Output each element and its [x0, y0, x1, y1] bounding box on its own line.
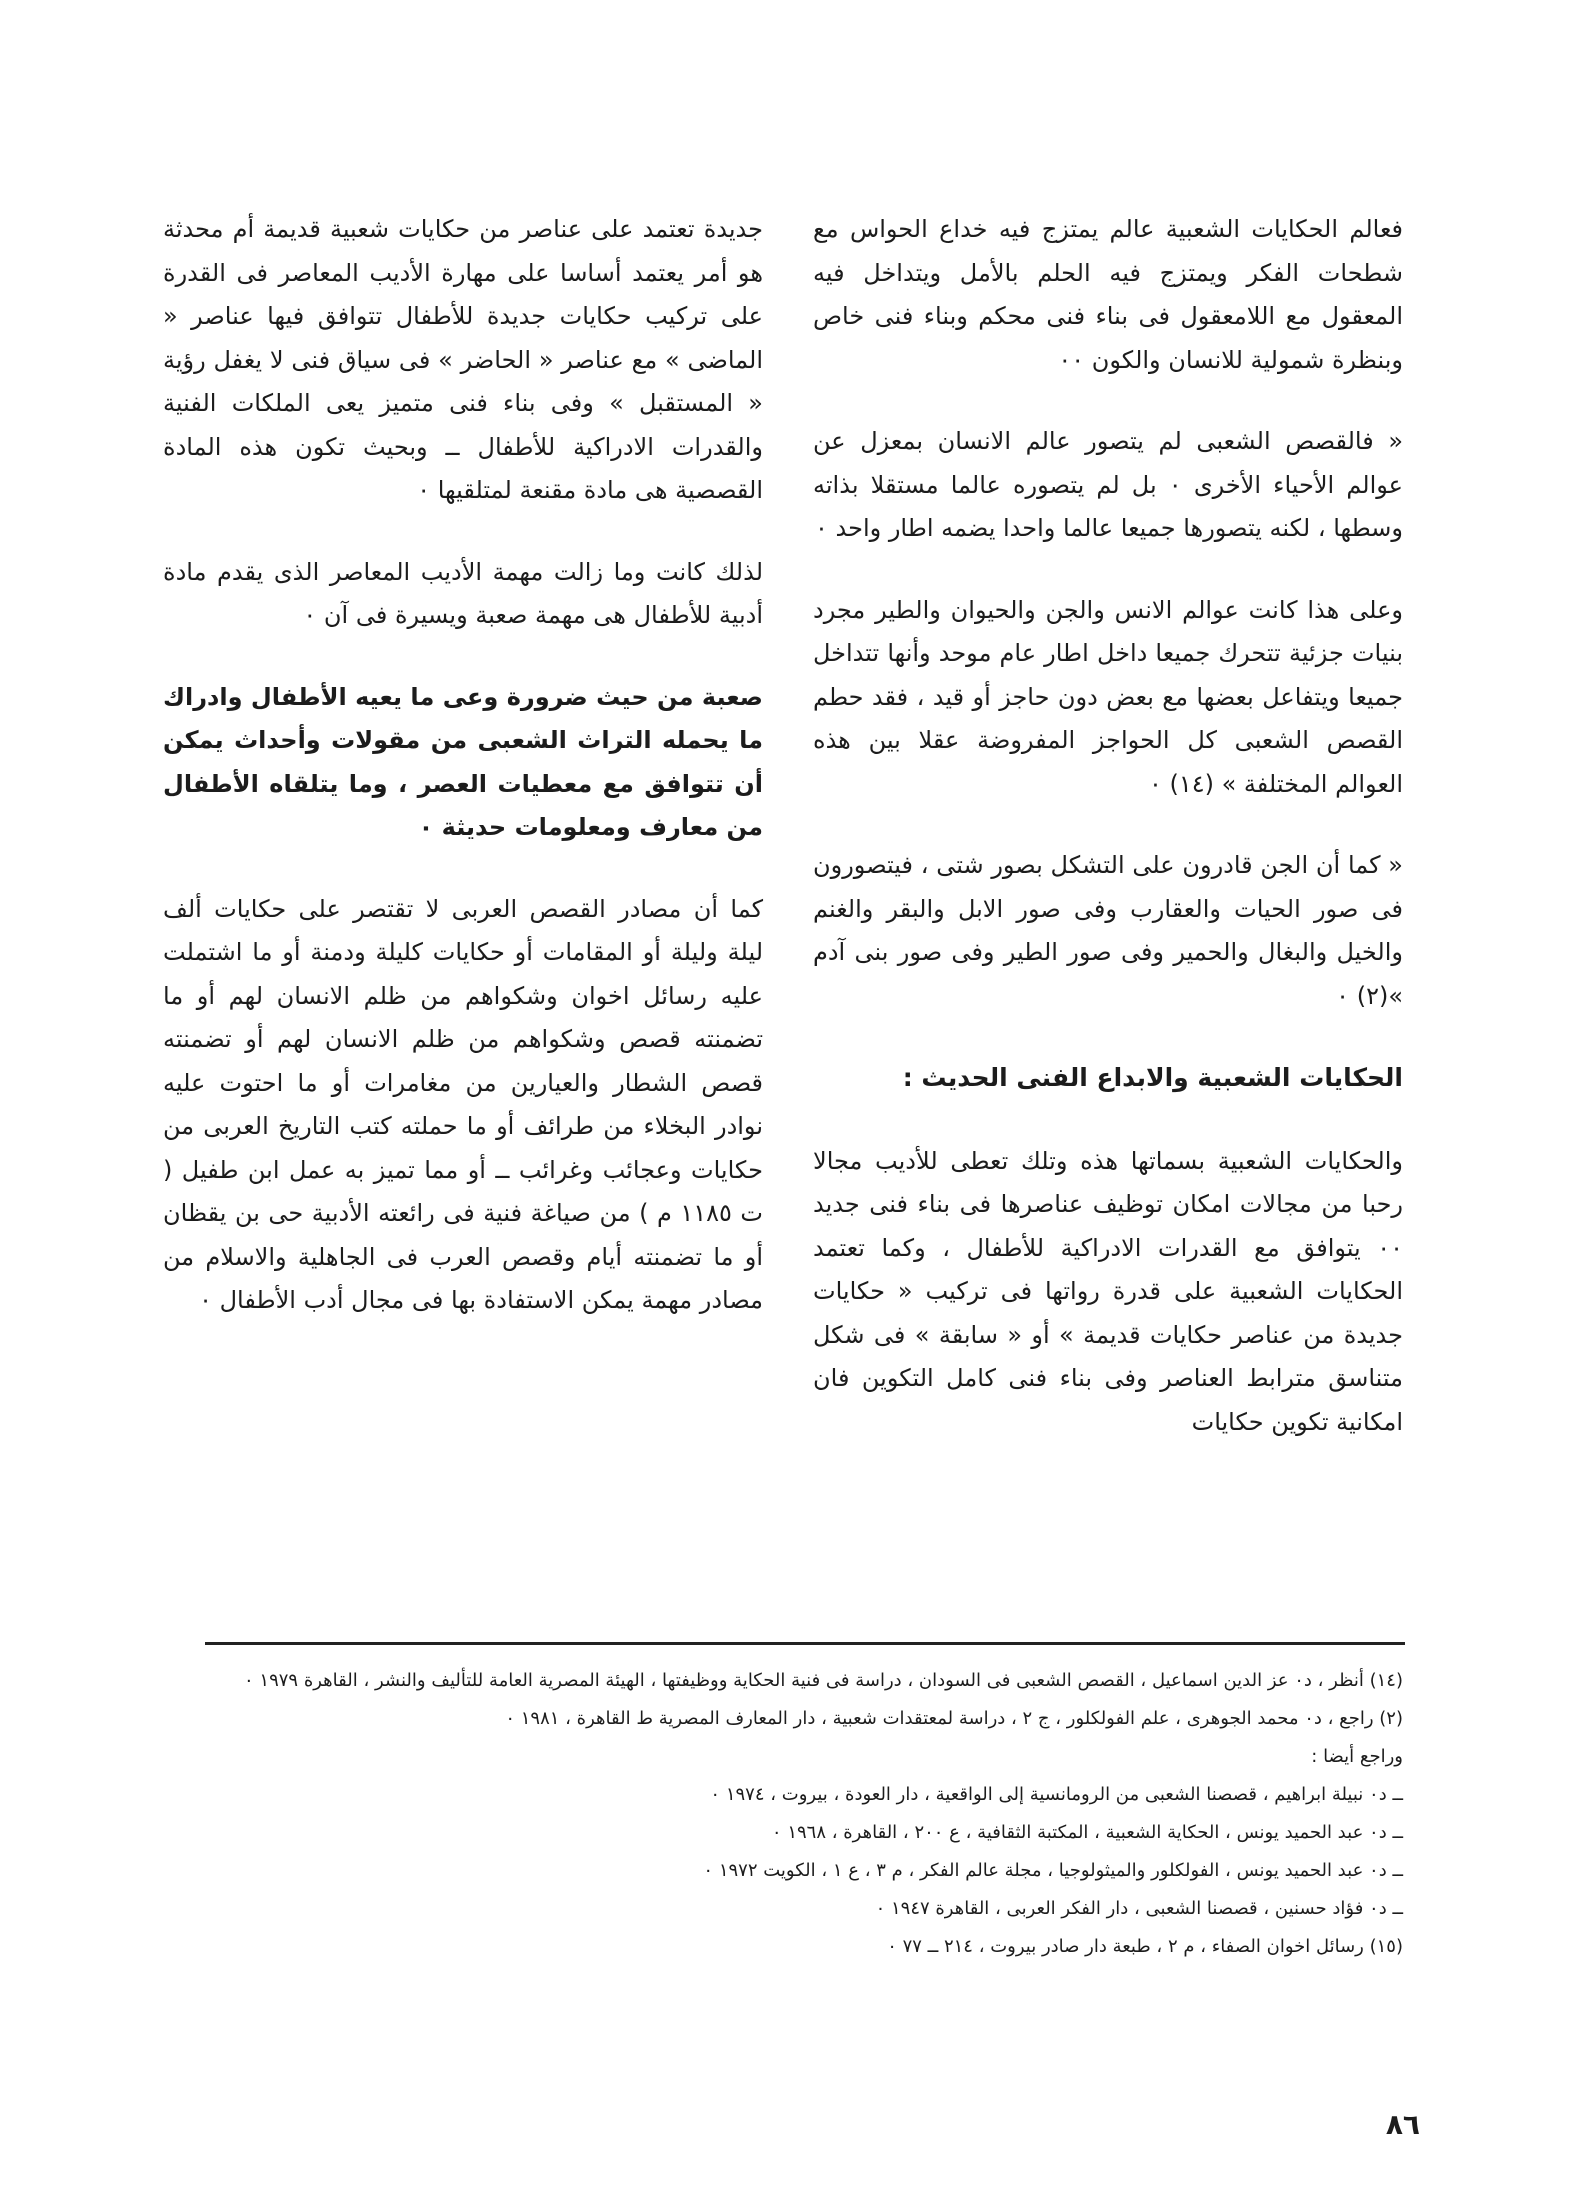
footnote-divider	[205, 1642, 1405, 1645]
footnote: ــ د٠ نبيلة ابراهيم ، قصصنا الشعبى من الرومانسية إلى الواقعية ، دار العودة ، بيروت ، ١٩٧٤ ٠	[710, 1784, 1403, 1805]
right-text-column	[813, 208, 1403, 1482]
paragraph: « كما أن الجن قادرون على التشكل بصور شتى ، فيتصورون فى صور الحيات والعقارب وفى صور الابل والبقر والغنم والخيل والبغال والحمير وفى صور الطير وفى صور بنى آدم »(٢) ٠	[813, 851, 1403, 1010]
footnote: ــ د٠ فؤاد حسنين ، قصصنا الشعبى ، دار الفكر العربى ، القاهرة ١٩٤٧ ٠	[875, 1898, 1403, 1919]
footnote: (١٥) رسائل اخوان الصفاء ، م ٢ ، طبعة دار صادر بيروت ، ٢١٤ ــ ٧٧ ٠	[887, 1936, 1403, 1957]
bold-paragraph: صعبة من حيث ضرورة وعى ما يعيه الأطفال وادراك ما يحمله التراث الشعبى من مقولات وأحداث يمكن أن تتوافق مع معطيات العصر ، وما يتلقاه الأطفال من معارف ومعلومات حديثة ٠	[163, 682, 763, 841]
page-number: ٨٦	[1385, 2108, 1420, 2141]
paragraph: جديدة تعتمد على عناصر من حكايات شعبية قديمة أم محدثة هو أمر يعتمد أساسا على مهارة الأديب المعاصر فى القدرة على تركيب حكايات جديدة للأطفال تتوافق فيها عناصر « الماضى » مع عناصر « الحاضر » فى سياق فنى لا يغفل رؤية « المستقبل » وفى بناء فنى متميز يعى الملكات الفنية والقدرات الادراكية للأطفال ــ وبحيث تكون هذه المادة القصصية هى مادة مقنعة لمتلقيها ٠	[163, 215, 763, 504]
footnote: (١٤) أنظر ، د٠ عز الدين اسماعيل ، القصص الشعبى فى السودان ، دراسة فى فنية الحكاية ووظيفتها ، الهيئة المصرية العامة للتأليف والنشر ، القاهرة ١٩٧٩ ٠	[244, 1670, 1403, 1691]
footnote: ــ د٠ عبد الحميد يونس ، الفولكلور والميثولوجيا ، مجلة عالم الفكر ، م ٣ ، ع ١ ، الكويت ١٩٧٢ ٠	[703, 1860, 1403, 1881]
left-text-column	[163, 208, 763, 1361]
paragraph: « فالقصص الشعبى لم يتصور عالم الانسان بمعزل عن عوالم الأحياء الأخرى ٠ بل لم يتصوره عالما مستقلا بذاته وسطها ، لكنه يتصورها جميعا عالما واحدا يضمه اطار واحد ٠	[813, 427, 1403, 542]
section-heading: الحكايات الشعبية والابداع الفنى الحديث :	[902, 1063, 1403, 1092]
paragraph: كما أن مصادر القصص العربى لا تقتصر على حكايات ألف ليلة وليلة أو المقامات أو حكايات كليلة ودمنة أو ما اشتملت عليه رسائل اخوان وشكواهم من ظلم الانسان لهم أو ما تضمنته قصص وشكواهم من ظلم الانسان لهم أو تضمنته قصص الشطار والعيارين من مغامرات أو ما احتوت عليه نوادر البخلاء من طرائف أو ما حملته كتب التاريخ العربى من حكايات وعجائب وغرائب ــ أو مما تميز به عمل ابن طفيل ( ت ١١٨٥ م ) من صياغة فنية فى رائعته الأدبية حى بن يقظان أو ما تضمنته أيام وقصص العرب فى الجاهلية والاسلام من مصادر مهمة يمكن الاستفادة بها فى مجال أدب الأطفال ٠	[163, 894, 763, 1314]
paragraph: والحكايات الشعبية بسماتها هذه وتلك تعطى للأديب مجالا رحبا من مجالات امكان توظيف عناصرها فى بناء فنى جديد ٠٠ يتوافق مع القدرات الادراكية للأطفال ، وكما تعتمد الحكايات الشعبية على قدرة رواتها فى تركيب « حكايات جديدة من عناصر حكايات قديمة » أو « سابقة » فى شكل متناسق مترابط العناصر وفى بناء فنى كامل التكوين فان امكانية تكوين حكايات	[813, 1146, 1403, 1436]
footnotes	[173, 1662, 1403, 1966]
footnote: وراجع أيضا :	[1311, 1746, 1403, 1767]
paragraph: فعالم الحكايات الشعبية عالم يمتزج فيه خداع الحواس مع شطحات الفكر ويمتزج فيه الحلم بالأمل ويتداخل فيه المعقول مع اللامعقول فى بناء فنى محكم وبناء فنى خاص وبنظرة شمولية للانسان والكون ٠٠	[813, 215, 1403, 374]
paragraph: وعلى هذا كانت عوالم الانس والجن والحيوان والطير مجرد بنيات جزئية تتحرك جميعا داخل اطار عام موحد وأنها تتداخل جميعا ويتفاعل بعضها مع بعض دون حاجز أو قيد ، فقد حطم القصص الشعبى كل الحواجز المفروضة عقلا بين هذه العوالم المختلفة » (١٤) ٠	[813, 595, 1403, 798]
footnote: ــ د٠ عبد الحميد يونس ، الحكاية الشعبية ، المكتبة الثقافية ، ع ٢٠٠ ، القاهرة ، ١٩٦٨ ٠	[771, 1822, 1403, 1843]
paragraph: لذلك كانت وما زالت مهمة الأديب المعاصر الذى يقدم مادة أدبية للأطفال هى مهمة صعبة ويسيرة فى آن ٠	[163, 557, 763, 629]
footnote: (٢) راجع ، د٠ محمد الجوهرى ، علم الفولكلور ، ج ٢ ، دراسة لمعتقدات شعبية ، دار المعارف المصرية ط القاهرة ، ١٩٨١ ٠	[505, 1708, 1403, 1729]
